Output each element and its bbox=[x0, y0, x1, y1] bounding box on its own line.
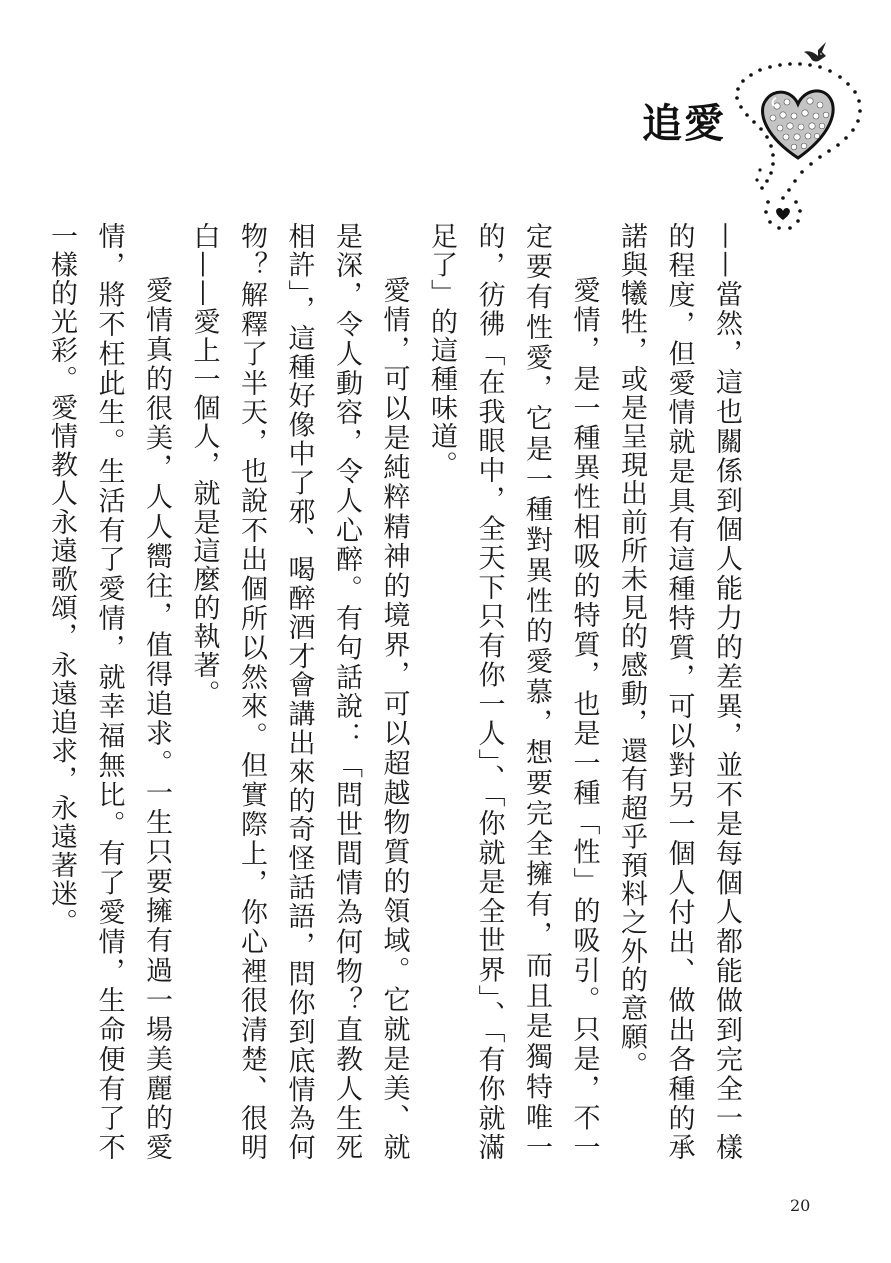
paragraph: 愛情真的很美，人人嚮往，值得追求。一生只要擁有過一場美麗的愛情，將不枉此生。生活有了愛情，就幸福無比。有了愛情，生命便有了不一樣的光彩。愛情教人永遠歌頌，永遠追求，永遠著迷。 bbox=[46, 222, 172, 1162]
paragraph: 愛情，是一種異性相吸的特質，也是一種「性」的吸引。只是，不一定要有性愛，它是一種對異性的愛慕，想要完全擁有，而且是獨特唯一的，彷彿「在我眼中，全天下只有你一人」、「你就是全世界」、「有你就滿足了」的這種味道。 bbox=[426, 222, 600, 1162]
page-number: 20 bbox=[790, 1196, 811, 1215]
chapter-title: 追愛 bbox=[642, 100, 726, 147]
bird-icon bbox=[804, 42, 826, 62]
heart-icon bbox=[763, 91, 834, 158]
heart-decoration bbox=[722, 30, 872, 240]
body-text bbox=[46, 222, 750, 1162]
paragraph: ——當然，這也關係到個人能力的差異，並不是每個人都能做到完全一樣的程度，但愛情就是具有這種特質，可以對另一個人付出、做出各種的承諾與犧牲，或是呈現出前所未見的感動，還有超乎預料之外的意願。 bbox=[616, 222, 742, 1162]
paragraph: 愛情，可以是純粹精神的境界，可以超越物質的領域。它就是美、就是深，令人動容，令人心醉。有句話說：「問世間情為何物？直教人生死相許」，這種好像中了邪、喝醉酒才會講出來的奇怪話語，問你到底情為何物？解釋了半天，也說不出個所以然來。但實際上，你心裡很清楚、很明白——愛上一個人，就是這麼的執著。 bbox=[188, 222, 410, 1162]
small-heart-icon bbox=[776, 208, 790, 220]
